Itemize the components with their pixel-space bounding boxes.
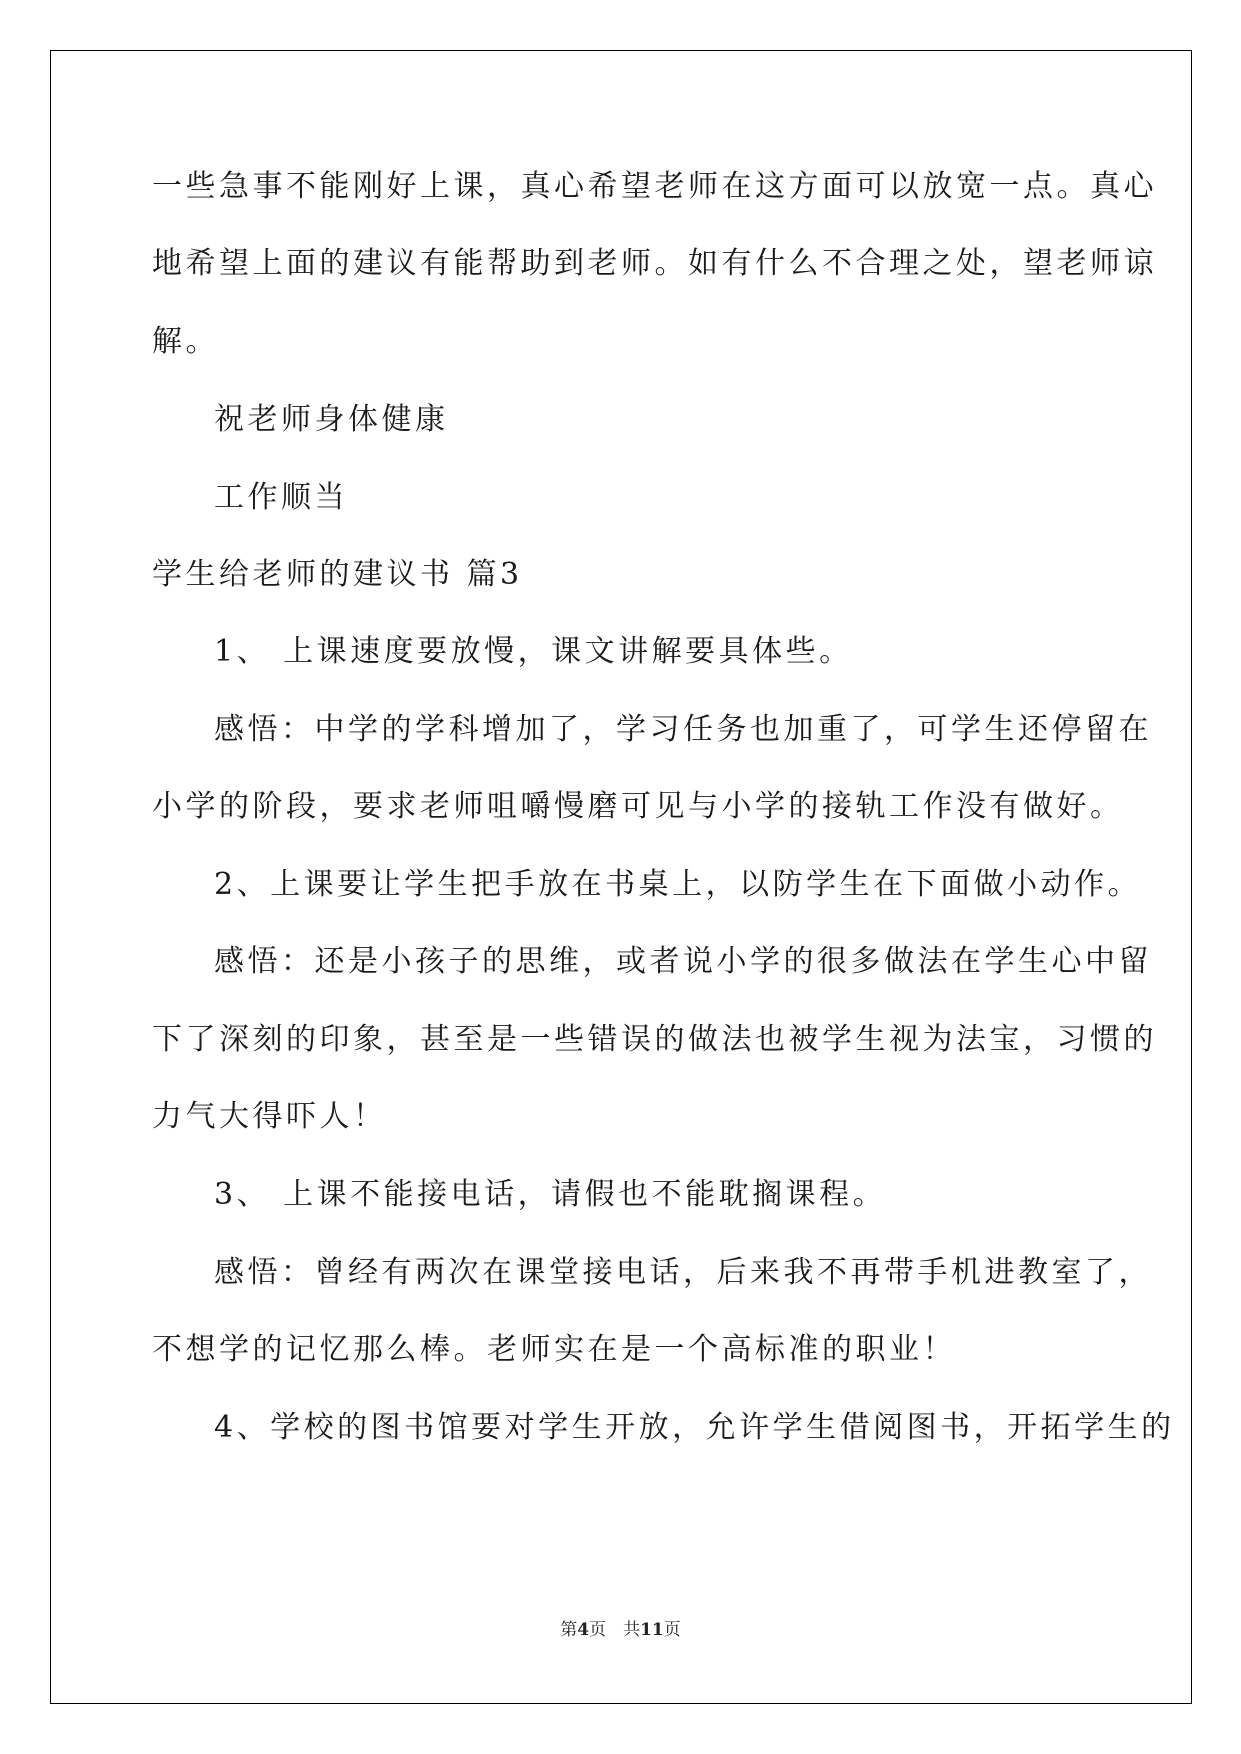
footer-mid: 页 共 bbox=[589, 1620, 641, 1640]
footer-suffix: 页 bbox=[663, 1620, 681, 1640]
section-heading: 学生给老师的建议书 篇3 bbox=[152, 557, 523, 592]
text-line: 不想学的记忆那么棒。老师实在是一个高标准的职业！ bbox=[152, 1332, 956, 1367]
text-line: 2、上课要让学生把手放在书桌上，以防学生在下面做小动作。 bbox=[214, 867, 1142, 902]
page-footer bbox=[0, 1615, 1241, 1640]
text-line: 3、 上课不能接电话，请假也不能耽搁课程。 bbox=[214, 1177, 887, 1212]
total-page-count: 11 bbox=[640, 1620, 664, 1640]
text-line: 感悟：还是小孩子的思维，或者说小学的很多做法在学生心中留 bbox=[214, 944, 1152, 979]
text-line: 感悟：曾经有两次在课堂接电话，后来我不再带手机进教室了， bbox=[214, 1255, 1152, 1290]
text-line: 4、学校的图书馆要对学生开放，允许学生借阅图书，开拓学生的 bbox=[214, 1410, 1175, 1445]
text-line: 工作顺当 bbox=[214, 480, 348, 515]
text-line: 地希望上面的建议有能帮助到老师。如有什么不合理之处，望老师谅 bbox=[152, 246, 1157, 281]
text-line: 感悟：中学的学科增加了，学习任务也加重了，可学生还停留在 bbox=[214, 712, 1152, 747]
text-line: 一些急事不能刚好上课，真心希望老师在这方面可以放宽一点。真心 bbox=[152, 169, 1157, 204]
text-line: 1、 上课速度要放慢，课文讲解要具体些。 bbox=[214, 634, 853, 669]
text-line: 祝老师身体健康 bbox=[214, 402, 449, 437]
current-page-number: 4 bbox=[577, 1620, 590, 1640]
text-line: 小学的阶段，要求老师咀嚼慢磨可见与小学的接轨工作没有做好。 bbox=[152, 789, 1124, 824]
footer-prefix: 第 bbox=[560, 1620, 578, 1640]
text-line: 下了深刻的印象，甚至是一些错误的做法也被学生视为法宝，习惯的 bbox=[152, 1022, 1157, 1057]
text-line: 力气大得吓人！ bbox=[152, 1099, 387, 1134]
text-line: 解。 bbox=[152, 324, 219, 359]
